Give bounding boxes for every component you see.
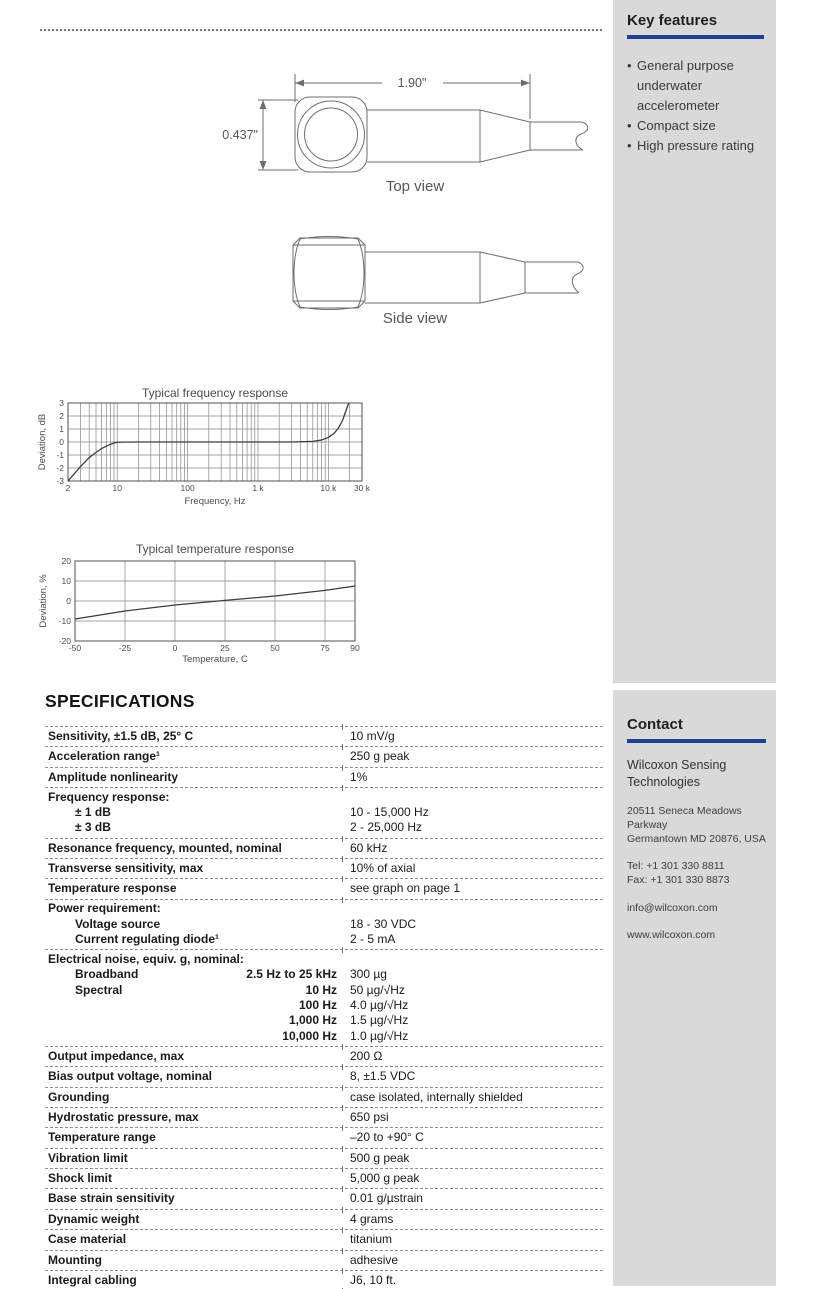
contact-address (627, 804, 766, 847)
svg-text:75: 75 (320, 643, 330, 653)
spec-label: Broadband 2.5 Hz to 25 kHz (75, 967, 337, 982)
spec-label: Current regulating diode¹ (75, 931, 219, 946)
spec-label: Vibration limit (48, 1150, 128, 1165)
svg-text:3: 3 (59, 398, 64, 408)
spec-row (45, 746, 603, 766)
svg-text:100: 100 (180, 483, 195, 493)
svg-text:-20: -20 (58, 636, 71, 646)
spec-label: Base strain sensitivity (48, 1191, 175, 1206)
spec-value: 1.5 µg/√Hz (350, 1013, 409, 1028)
svg-text:-3: -3 (56, 476, 64, 486)
spec-row (45, 1066, 603, 1086)
spec-label: Resonance frequency, mounted, nominal (48, 840, 282, 855)
length-dimension: 1.90" (397, 76, 427, 90)
spec-label: 100 Hz (298, 997, 337, 1012)
svg-text:-25: -25 (118, 643, 132, 653)
spec-value: 1.0 µg/√Hz (350, 1028, 409, 1043)
contact-website[interactable]: www.wilcoxon.com (627, 928, 716, 941)
spec-label: Mounting (48, 1252, 102, 1267)
contact-line: 20511 Seneca Meadows Parkway (627, 804, 742, 831)
spec-label: Sensitivity, ±1.5 dB, 25° C (48, 729, 194, 743)
accent-rule (627, 739, 766, 743)
spec-label: Case material (48, 1232, 127, 1247)
spec-value: case isolated, internally shielded (350, 1089, 523, 1104)
key-features-list (627, 56, 764, 155)
spec-label: Temperature range (48, 1130, 156, 1145)
spec-label: Shock limit (48, 1171, 113, 1186)
top-dotted-divider (40, 29, 602, 31)
svg-text:2: 2 (65, 483, 71, 493)
spec-value: 5,000 g peak (350, 1171, 420, 1186)
spec-label: Integral cabling (48, 1272, 137, 1287)
spec-value: 10% of axial (350, 861, 416, 876)
spec-label: Transverse sensitivity, max (48, 861, 204, 876)
spec-value: 300 µg (350, 967, 387, 982)
spec-row (45, 1127, 603, 1147)
svg-text:10: 10 (61, 576, 71, 586)
spec-label: Voltage source (75, 916, 161, 931)
spec-label: Output impedance, max (48, 1048, 185, 1063)
spec-row (45, 899, 603, 950)
spec-value: 650 psi (350, 1110, 389, 1125)
spec-value: 250 g peak (350, 749, 410, 764)
spec-label: Bias output voltage, nominal (48, 1069, 213, 1084)
contact-panel (613, 690, 776, 1286)
svg-text:-10: -10 (58, 616, 71, 626)
spec-value: –20 to +90° C (350, 1130, 424, 1145)
spec-group-label: Electrical noise, equiv. g, nominal: (48, 951, 244, 966)
spec-value: adhesive (350, 1252, 399, 1267)
svg-text:-50: -50 (68, 643, 82, 653)
svg-text:Typical frequency response: Typical frequency response (141, 386, 289, 400)
svg-text:10 k: 10 k (320, 483, 337, 493)
spec-value: see graph on page 1 (350, 881, 461, 896)
chart-svg (36, 386, 381, 508)
spec-value: 2 - 25,000 Hz (350, 820, 423, 835)
svg-text:0: 0 (66, 596, 71, 606)
spec-value: 18 - 30 VDC (350, 916, 417, 931)
spec-value: 2 - 5 mA (350, 931, 396, 946)
svg-text:10: 10 (112, 483, 122, 493)
svg-text:Deviation, dB: Deviation, dB (37, 413, 48, 471)
svg-text:1: 1 (59, 424, 64, 434)
contact-line: Fax: +1 301 330 8873 (627, 874, 730, 887)
svg-text:20: 20 (61, 556, 71, 566)
spec-row (45, 1107, 603, 1127)
spec-row (45, 949, 603, 1046)
spec-label: ± 3 dB (75, 820, 111, 835)
company-name: Wilcoxon Sensing Technologies (627, 758, 727, 789)
svg-text:90: 90 (350, 643, 360, 653)
spec-group-label: Frequency response: (48, 789, 170, 804)
spec-row (45, 1270, 603, 1289)
spec-row (45, 1148, 603, 1168)
height-dimension: 0.437" (222, 128, 258, 142)
side-view-drawing (230, 228, 600, 312)
spec-value: 10 - 15,000 Hz (350, 804, 429, 819)
top-view-drawing (222, 62, 600, 180)
spec-row (45, 1229, 603, 1249)
svg-text:30 k: 30 k (353, 483, 371, 493)
contact-line: Tel: +1 301 330 8811 (627, 860, 725, 873)
svg-text:Temperature, C: Temperature, C (182, 654, 248, 665)
spec-value: 1% (350, 769, 368, 784)
specifications-heading: SPECIFICATIONS (45, 691, 195, 711)
spec-label: Amplitude nonlinearity (48, 769, 179, 784)
spec-row (45, 787, 603, 838)
spec-row (45, 1188, 603, 1208)
spec-row (45, 767, 603, 787)
spec-row (45, 1168, 603, 1188)
spec-label: Dynamic weight (48, 1211, 140, 1226)
spec-label: Spectral 10 Hz (75, 982, 337, 997)
spec-value: 60 kHz (350, 840, 388, 855)
contact-email[interactable]: info@wilcoxon.com (627, 901, 718, 914)
key-feature-item: • High pressure rating (627, 136, 764, 156)
spec-row (45, 1046, 603, 1066)
svg-text:0: 0 (172, 643, 178, 653)
svg-text:-2: -2 (56, 463, 64, 473)
spec-label: Acceleration range¹ (48, 749, 161, 764)
spec-row (45, 858, 603, 878)
top-view-label: Top view (385, 178, 445, 195)
key-features-title: Key features (627, 12, 718, 29)
contact-phone (627, 859, 766, 887)
spec-label: Hydrostatic pressure, max (48, 1110, 199, 1125)
spec-value: titanium (350, 1232, 393, 1247)
chart-svg (36, 541, 381, 663)
contact-title: Contact (627, 716, 683, 733)
spec-value: 200 Ω (350, 1048, 383, 1063)
svg-text:Typical temperature response: Typical temperature response (135, 542, 295, 556)
svg-text:-1: -1 (56, 450, 64, 460)
spec-label: Grounding (48, 1089, 110, 1104)
temperature-response-chart (36, 541, 381, 663)
spec-row (45, 726, 603, 746)
svg-text:50: 50 (270, 643, 280, 653)
svg-text:2: 2 (59, 411, 64, 421)
specifications-table (45, 726, 603, 1289)
side-view-label: Side view (382, 310, 448, 327)
spec-value: J6, 10 ft. (350, 1272, 397, 1287)
spec-value: 10 mV/g (350, 729, 395, 743)
spec-row (45, 1209, 603, 1229)
contact-line: Germantown MD 20876, USA (627, 833, 766, 846)
spec-value: 8, ±1.5 VDC (350, 1069, 416, 1084)
accent-rule (627, 35, 764, 39)
svg-text:Deviation, %: Deviation, % (38, 574, 49, 628)
key-features-panel (613, 0, 776, 683)
spec-value: 50 µg/√Hz (350, 982, 405, 997)
spec-value: 4.0 µg/√Hz (350, 997, 409, 1012)
spec-value: 0.01 g/µstrain (350, 1191, 423, 1206)
frequency-response-chart (36, 386, 381, 508)
spec-row (45, 1087, 603, 1107)
spec-row (45, 838, 603, 858)
spec-row (45, 1250, 603, 1270)
spec-label: ± 1 dB (75, 804, 111, 819)
svg-text:0: 0 (59, 437, 64, 447)
svg-text:1 k: 1 k (252, 483, 264, 493)
spec-group-label: Power requirement: (48, 901, 161, 916)
spec-value: 4 grams (350, 1211, 394, 1226)
spec-label: Temperature response (48, 881, 177, 896)
key-feature-item: • Compact size (627, 116, 764, 136)
spec-row (45, 878, 603, 898)
spec-value: 500 g peak (350, 1150, 410, 1165)
svg-text:25: 25 (220, 643, 230, 653)
spec-label: 10,000 Hz (282, 1028, 337, 1043)
key-feature-item: • General purpose underwater accelerometer (627, 56, 764, 116)
svg-text:Frequency, Hz: Frequency, Hz (184, 496, 246, 507)
spec-label: 1,000 Hz (288, 1013, 337, 1028)
